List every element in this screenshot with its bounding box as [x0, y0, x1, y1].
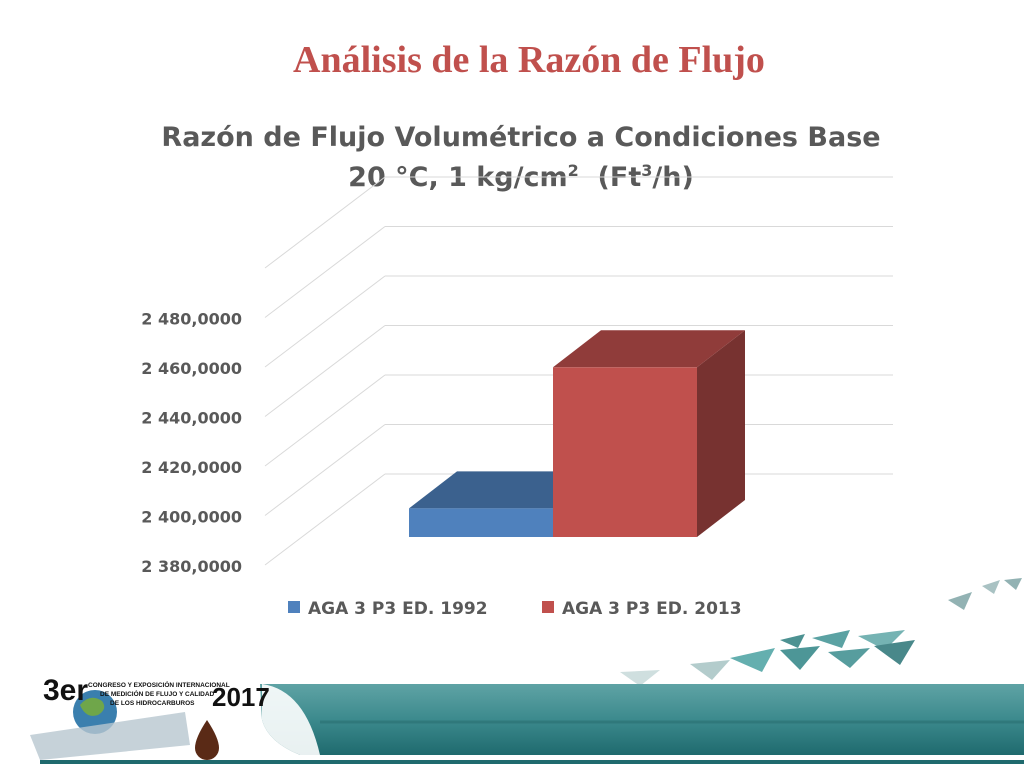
- oil-drop-icon: [195, 720, 219, 760]
- slide-title: Análisis de la Razón de Flujo: [293, 39, 765, 81]
- logo-line3: DE LOS HIDROCARBUROS: [110, 700, 195, 707]
- legend-label: AGA 3 P3 ED. 1992: [308, 599, 488, 619]
- chart-title-line2: 20 °C, 1 $kg/cm^2$ (Ft$^3$/h): [348, 161, 694, 193]
- y-tick-label: 2 400,0000: [141, 507, 242, 527]
- logo-line2: DE MEDICIÓN DE FLUJO Y CALIDAD: [100, 691, 215, 698]
- chart-title-line1: Razón de Flujo Volumétrico a Condiciones Base: [161, 122, 881, 153]
- logo-brand: 3er: [43, 674, 89, 707]
- y-tick-label: 2 480,0000: [141, 309, 242, 329]
- legend-label: AGA 3 P3 ED. 2013: [562, 599, 742, 619]
- y-tick-label: 2 420,0000: [141, 458, 242, 477]
- y-tick-label: 2 380,0000: [141, 557, 242, 576]
- logo-year: 2017: [212, 682, 270, 712]
- logo-line1: CONGRESO Y EXPOSICIÓN INTERNACIONAL: [88, 682, 230, 689]
- y-tick-label: 2 440,0000: [141, 408, 242, 428]
- y-tick-label: 2 460,0000: [141, 359, 242, 378]
